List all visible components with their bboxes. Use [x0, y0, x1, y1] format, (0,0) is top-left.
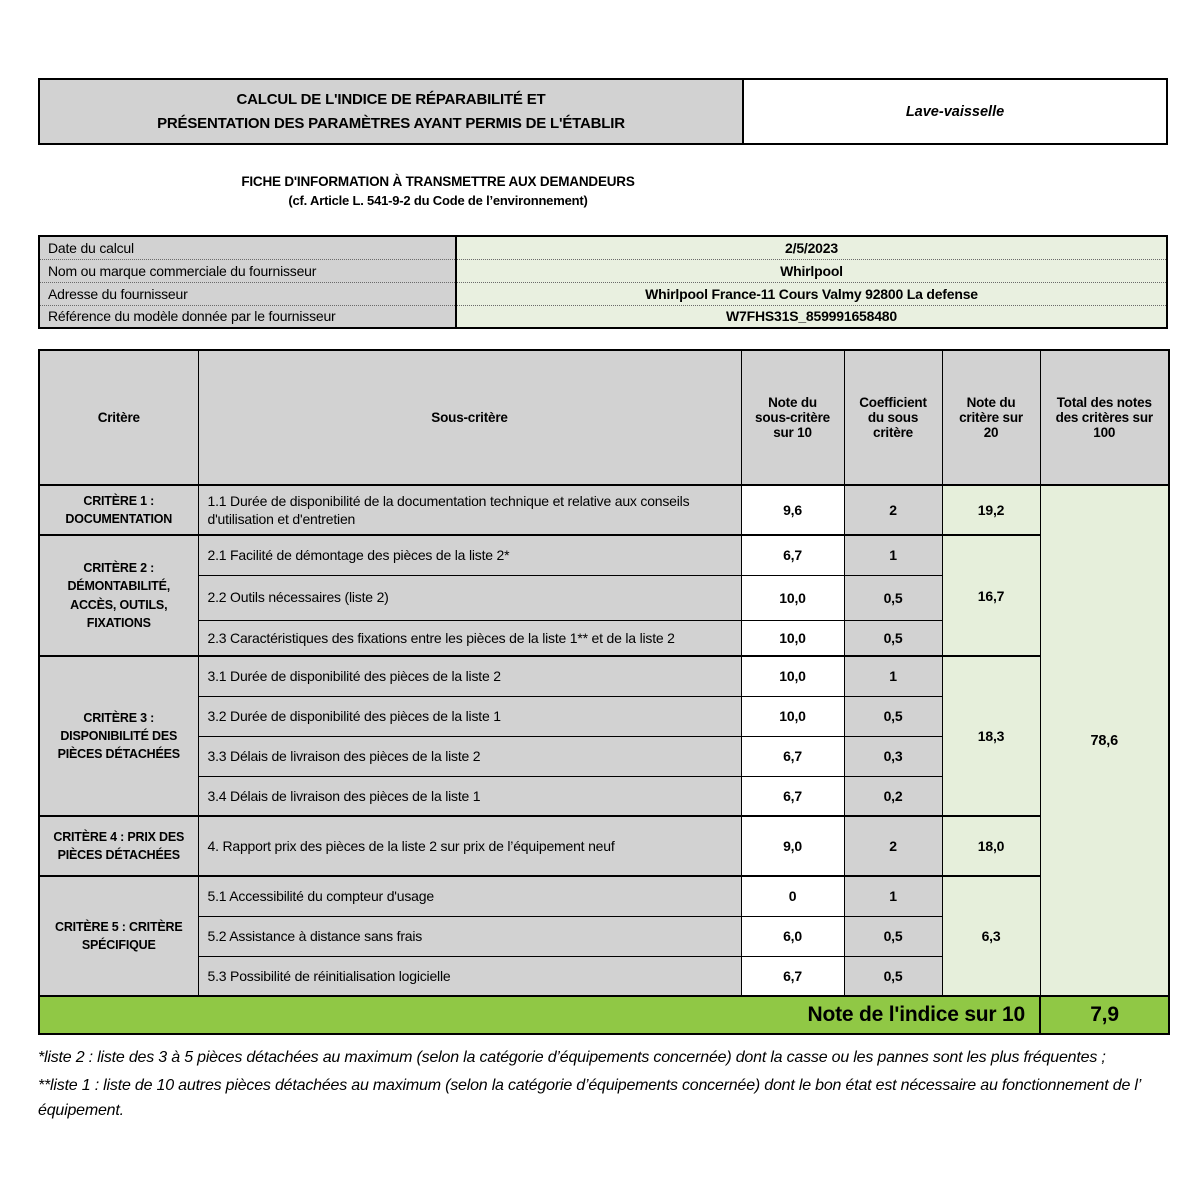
- col-header-sous-critere: Sous-critère: [198, 350, 741, 485]
- table-row: [39, 876, 1169, 916]
- footnote-liste1: **liste 1 : liste de 10 autres pièces détachées au maximum (selon la catégorie d’équipements concernée) dont le bon état est nécessaire au fonctionnement de l’ équipement.: [38, 1076, 1141, 1120]
- col-header-critere: Critère: [39, 350, 198, 485]
- title-band: [38, 78, 1168, 145]
- sub-criterion-cell: 3.3 Délais de livraison des pièces de la liste 2: [198, 736, 741, 776]
- supplier-info-table: [38, 235, 1168, 329]
- note-20-cell: 19,2: [942, 485, 1040, 535]
- coefficient-cell: 0,5: [844, 575, 942, 620]
- sub-criterion-cell: 3.2 Durée de disponibilité des pièces de la liste 1: [198, 696, 741, 736]
- footnote-liste2: *liste 2 : liste des 3 à 5 pièces détachées au maximum (selon la catégorie d’équipements concernée) dont la casse ou les pannes sont les plus fréquentes ;: [38, 1049, 1106, 1066]
- note-10-cell: 10,0: [741, 656, 844, 696]
- sub-criterion-cell: 5.2 Assistance à distance sans frais: [198, 916, 741, 956]
- table-row: [39, 816, 1169, 876]
- info-value-date: 2/5/2023: [456, 236, 1167, 259]
- table-row: [39, 305, 1167, 328]
- table-row: [39, 236, 1167, 259]
- info-label-model-ref: Référence du modèle donnée par le fournisseur: [39, 305, 456, 328]
- sub-criterion-cell: 3.4 Délais de livraison des pièces de la liste 1: [198, 776, 741, 816]
- coefficient-cell: 2: [844, 485, 942, 535]
- criterion-3-cell: CRITÈRE 3 : DISPONIBILITÉ DES PIÈCES DÉTACHÉES: [39, 656, 198, 816]
- document-title-line2: PRÉSENTATION DES PARAMÈTRES AYANT PERMIS DE L'ÉTABLIR: [157, 114, 625, 132]
- coefficient-cell: 0,5: [844, 956, 942, 996]
- product-type-box: [742, 80, 1166, 143]
- document-title: [40, 80, 742, 143]
- note-20-cell: 16,7: [942, 535, 1040, 656]
- criterion-1-cell: CRITÈRE 1 : DOCUMENTATION: [39, 485, 198, 535]
- note-10-cell: 6,7: [741, 956, 844, 996]
- note-10-cell: 9,0: [741, 816, 844, 876]
- sub-criterion-cell: 1.1 Durée de disponibilité de la documentation technique et relative aux conseils d'utilisation et d'entretien: [198, 485, 741, 535]
- note-10-cell: 10,0: [741, 696, 844, 736]
- note-10-cell: 6,7: [741, 776, 844, 816]
- coefficient-cell: 0,5: [844, 916, 942, 956]
- info-label-date: Date du calcul: [39, 236, 456, 259]
- document-title-line1: CALCUL DE L'INDICE DE RÉPARABILITÉ ET: [236, 90, 546, 108]
- coefficient-cell: 1: [844, 876, 942, 916]
- sub-criterion-cell: 2.2 Outils nécessaires (liste 2): [198, 575, 741, 620]
- sub-criterion-cell: 2.3 Caractéristiques des fixations entre les pièces de la liste 1** et de la liste 2: [198, 620, 741, 656]
- note-10-cell: 10,0: [741, 575, 844, 620]
- info-label-brand: Nom ou marque commerciale du fournisseur: [39, 259, 456, 282]
- col-header-note-10: Note du sous-critère sur 10: [741, 350, 844, 485]
- product-type-label: Lave-vaisselle: [905, 103, 1005, 120]
- info-value-model-ref: W7FHS31S_859991658480: [456, 305, 1167, 328]
- coefficient-cell: 1: [844, 656, 942, 696]
- criterion-4-cell: CRITÈRE 4 : PRIX DES PIÈCES DÉTACHÉES: [39, 816, 198, 876]
- coefficient-cell: 0,2: [844, 776, 942, 816]
- note-20-cell: 6,3: [942, 876, 1040, 996]
- total-100-cell: 78,6: [1040, 485, 1169, 996]
- col-header-total-100: Total des notes des critères sur 100: [1040, 350, 1169, 485]
- index-score-value: 7,9: [1040, 996, 1169, 1034]
- table-row: [39, 535, 1169, 575]
- info-label-address: Adresse du fournisseur: [39, 282, 456, 305]
- coefficient-cell: 0,5: [844, 620, 942, 656]
- col-header-note-20: Note du critère sur 20: [942, 350, 1040, 485]
- note-10-cell: 6,0: [741, 916, 844, 956]
- subtitle-line1: FICHE D'INFORMATION À TRANSMETTRE AUX DEMANDEURS: [241, 174, 635, 189]
- subtitle: [38, 174, 838, 208]
- table-row: [39, 485, 1169, 535]
- criteria-table: [38, 349, 1170, 1035]
- criterion-5-cell: CRITÈRE 5 : CRITÈRE SPÉCIFIQUE: [39, 876, 198, 996]
- table-row: [39, 259, 1167, 282]
- subtitle-line2: (cf. Article L. 541-9-2 du Code de l’environnement): [288, 193, 588, 208]
- note-10-cell: 6,7: [741, 736, 844, 776]
- note-20-cell: 18,0: [942, 816, 1040, 876]
- note-10-cell: 0: [741, 876, 844, 916]
- coefficient-cell: 0,5: [844, 696, 942, 736]
- note-20-cell: 18,3: [942, 656, 1040, 816]
- index-score-label: Note de l'indice sur 10: [39, 996, 1040, 1034]
- coefficient-cell: 0,3: [844, 736, 942, 776]
- coefficient-cell: 2: [844, 816, 942, 876]
- sub-criterion-cell: 4. Rapport prix des pièces de la liste 2 sur prix de l’équipement neuf: [198, 816, 741, 876]
- sub-criterion-cell: 5.3 Possibilité de réinitialisation logicielle: [198, 956, 741, 996]
- note-10-cell: 9,6: [741, 485, 844, 535]
- info-value-brand: Whirlpool: [456, 259, 1167, 282]
- table-row: [39, 282, 1167, 305]
- coefficient-cell: 1: [844, 535, 942, 575]
- table-header-row: [39, 350, 1169, 485]
- sub-criterion-cell: 2.1 Facilité de démontage des pièces de la liste 2*: [198, 535, 741, 575]
- index-score-row: [39, 996, 1169, 1034]
- criterion-2-cell: CRITÈRE 2 : DÉMONTABILITÉ, ACCÈS, OUTILS, FIXATIONS: [39, 535, 198, 656]
- info-value-address: Whirlpool France-11 Cours Valmy 92800 La defense: [456, 282, 1167, 305]
- note-10-cell: 10,0: [741, 620, 844, 656]
- footnotes: [38, 1045, 1170, 1124]
- col-header-coefficient: Coefficient du sous critère: [844, 350, 942, 485]
- sub-criterion-cell: 3.1 Durée de disponibilité des pièces de la liste 2: [198, 656, 741, 696]
- table-row: [39, 656, 1169, 696]
- note-10-cell: 6,7: [741, 535, 844, 575]
- sub-criterion-cell: 5.1 Accessibilité du compteur d'usage: [198, 876, 741, 916]
